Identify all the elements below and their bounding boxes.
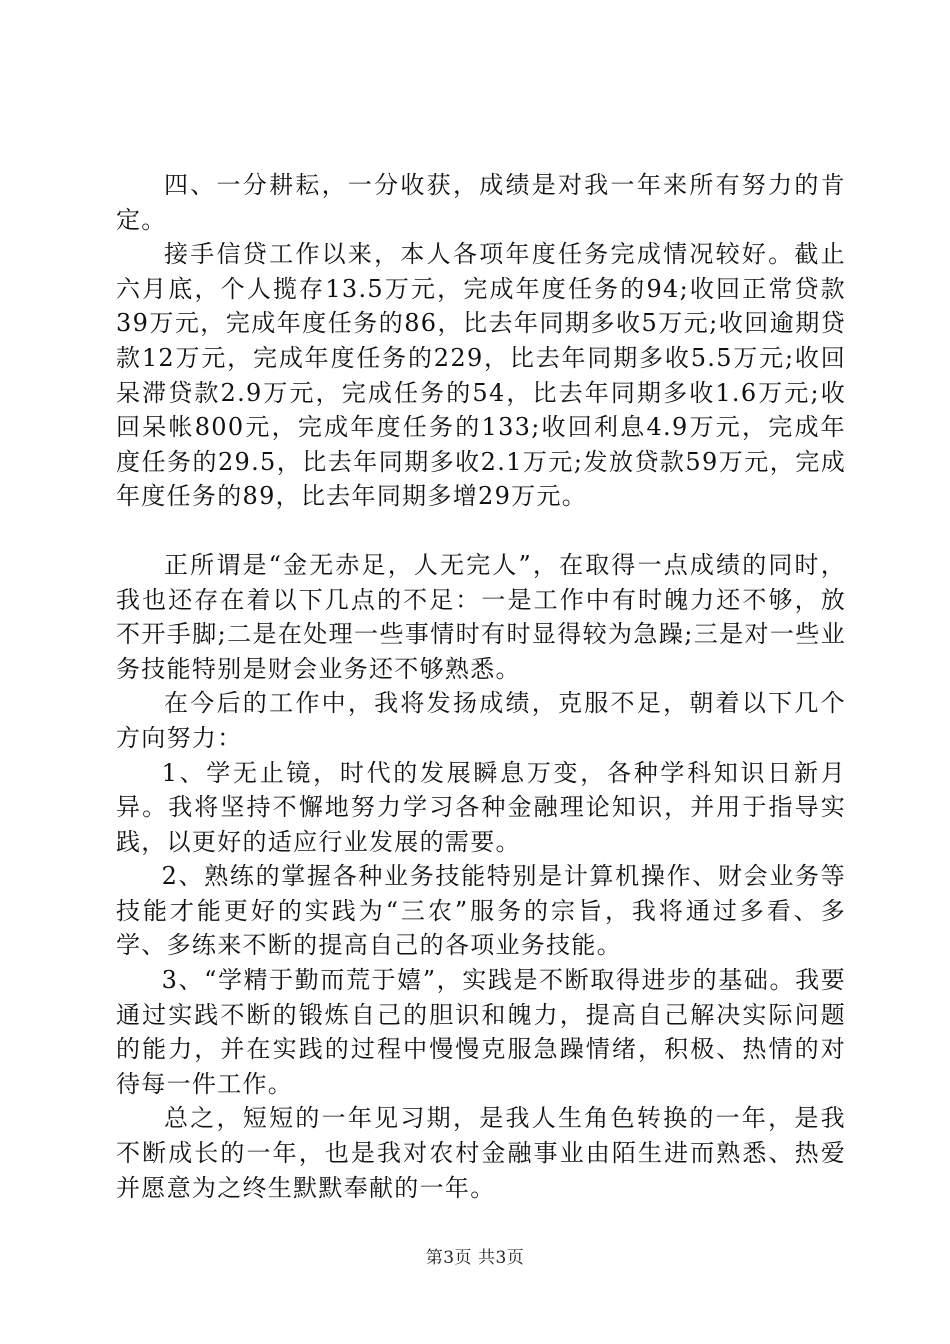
paragraph-shortcomings: 正所谓是“金无赤足，人无完人”，在取得一点成绩的同时，我也还存在着以下几点的不足：一是工作中有时魄力还不够，放不开手脚;二是在处理一些事情时有时显得较为急躁;三是对一些业务技能特别是财会业务还不够熟悉。 [116,550,846,683]
paragraph-item-1: 1、学无止镜，时代的发展瞬息万变，各种学科知识日新月异。我将坚持不懈地努力学习各种金融理论知识，并用于指导实践，以更好的适应行业发展的需要。 [116,758,846,856]
paragraph-achievement-heading: 四、一分耕耘，一分收获，成绩是对我一年来所有努力的肯定。 [116,171,846,234]
paragraph-conclusion: 总之，短短的一年见习期，是我人生角色转换的一年，是我不断成长的一年，也是我对农村金融事业由陌生进而熟悉、热爱并愿意为之终生默默奉献的一年。 [116,1104,846,1202]
paragraph-item-2: 2、熟练的掌握各种业务技能特别是计算机操作、财会业务等技能才能更好的实践为“三农”服务的宗旨，我将通过多看、多学、多练来不断的提高自己的各项业务技能。 [116,862,846,960]
paragraph-credit-results: 接手信贷工作以来，本人各项年度任务完成情况较好。截止六月底，个人揽存13.5万元，完成年度任务的94;收回正常贷款39万元，完成年度任务的86，比去年同期多收5万元;收回逾期贷款12万元，完成年度任务的229，比去年同期多收5.5万元;收回呆滞贷款2.9万元，完成任务的54，比去年同期多收1.6万元;收回呆帐800元，完成年度任务的133;收回利息4.9万元，完成年度任务的29.5，比去年同期多收2.1万元;发放贷款59万元，完成年度任务的89，比去年同期多增29万元。 [116,240,846,511]
page-number-footer: 第3页 共3页 [425,1248,525,1268]
paragraph-spacer [116,514,846,548]
paragraph-future-directions: 在今后的工作中，我将发扬成绩，克服不足，朝着以下几个方向努力： [116,689,846,752]
document-body [116,168,846,1205]
paragraph-item-3: 3、“学精于勤而荒于嬉”，实践是不断取得进步的基础。我要通过实践不断的锻炼自己的胆识和魄力，提高自己解决实际问题的能力，并在实践的过程中慢慢克服急躁情绪，积极、热情的对待每一件工作。 [116,966,846,1098]
